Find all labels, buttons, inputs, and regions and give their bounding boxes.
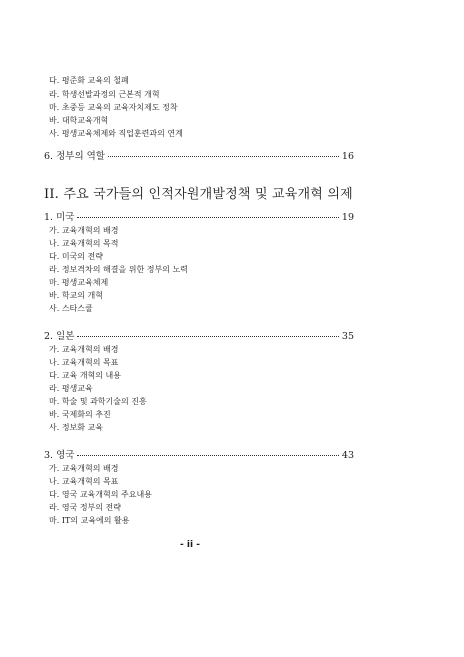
toc-item: 다. 평준화 교육의 철폐: [49, 76, 129, 85]
toc-section-entry: [44, 451, 354, 461]
toc-item: 라. 학생선발과정의 근본적 개혁: [49, 90, 160, 99]
dot-leader: [77, 217, 338, 218]
toc-item: 마. 초중등 교육의 교육자치제도 정착: [49, 103, 178, 112]
dot-leader: [108, 156, 339, 157]
toc-page-number: 35: [341, 331, 354, 342]
dot-leader: [77, 336, 338, 337]
toc-item: 가. 교육개혁의 배경: [49, 345, 119, 354]
toc-item: 라. 영국 정부의 전략: [49, 503, 121, 512]
toc-item: 다. 영국 교육개혁의 주요내용: [49, 490, 152, 499]
page-number: - ii -: [180, 540, 200, 550]
toc-item: 라. 정보격차의 해결을 위한 정부의 노력: [49, 265, 188, 274]
toc-item: 나. 교육개혁의 목표: [49, 358, 119, 367]
toc-item: 다. 미국의 전략: [49, 252, 103, 261]
toc-page-number: 19: [341, 212, 354, 223]
toc-item: 마. 평생교육체제: [49, 278, 109, 287]
toc-item: 사. 평생교육체제와 직업훈련과의 연계: [49, 129, 183, 138]
dot-leader: [77, 455, 338, 456]
toc-section-entry: [44, 213, 354, 223]
toc-section-entry: [44, 332, 354, 342]
toc-item: 다. 교육 개혁의 내용: [49, 371, 121, 380]
chapter-heading: II. 주요 국가들의 인적자원개발정책 및 교육개혁 의제: [44, 187, 353, 202]
toc-item: 가. 교육개혁의 배경: [49, 226, 119, 235]
toc-section-title: 1. 미국: [44, 212, 75, 223]
toc-section-entry: [44, 152, 354, 162]
toc-item: 나. 교육개혁의 목표: [49, 477, 119, 486]
toc-item: 라. 평생교육: [49, 384, 93, 393]
toc-item: 마. 학술 및 과학기술의 진흥: [49, 397, 147, 406]
toc-section-title: 2. 일본: [44, 331, 75, 342]
toc-item: 나. 교육개혁의 목적: [49, 239, 119, 248]
toc-section-title: 6. 정부의 역할: [44, 151, 105, 162]
toc-section-title: 3. 영국: [44, 450, 75, 461]
toc-item: 마. IT의 교육에의 활용: [49, 516, 130, 525]
toc-page-number: 16: [341, 151, 354, 162]
toc-page-number: 43: [341, 450, 354, 461]
toc-item: 바. 학교의 개혁: [49, 291, 103, 300]
toc-item: 바. 국제화의 추진: [49, 410, 111, 419]
toc-item: 사. 정보화 교육: [49, 423, 103, 432]
toc-item: 바. 대학교육개혁: [49, 116, 109, 125]
toc-item: 가. 교육개혁의 배경: [49, 464, 119, 473]
toc-item: 사. 스타스쿨: [49, 304, 93, 313]
